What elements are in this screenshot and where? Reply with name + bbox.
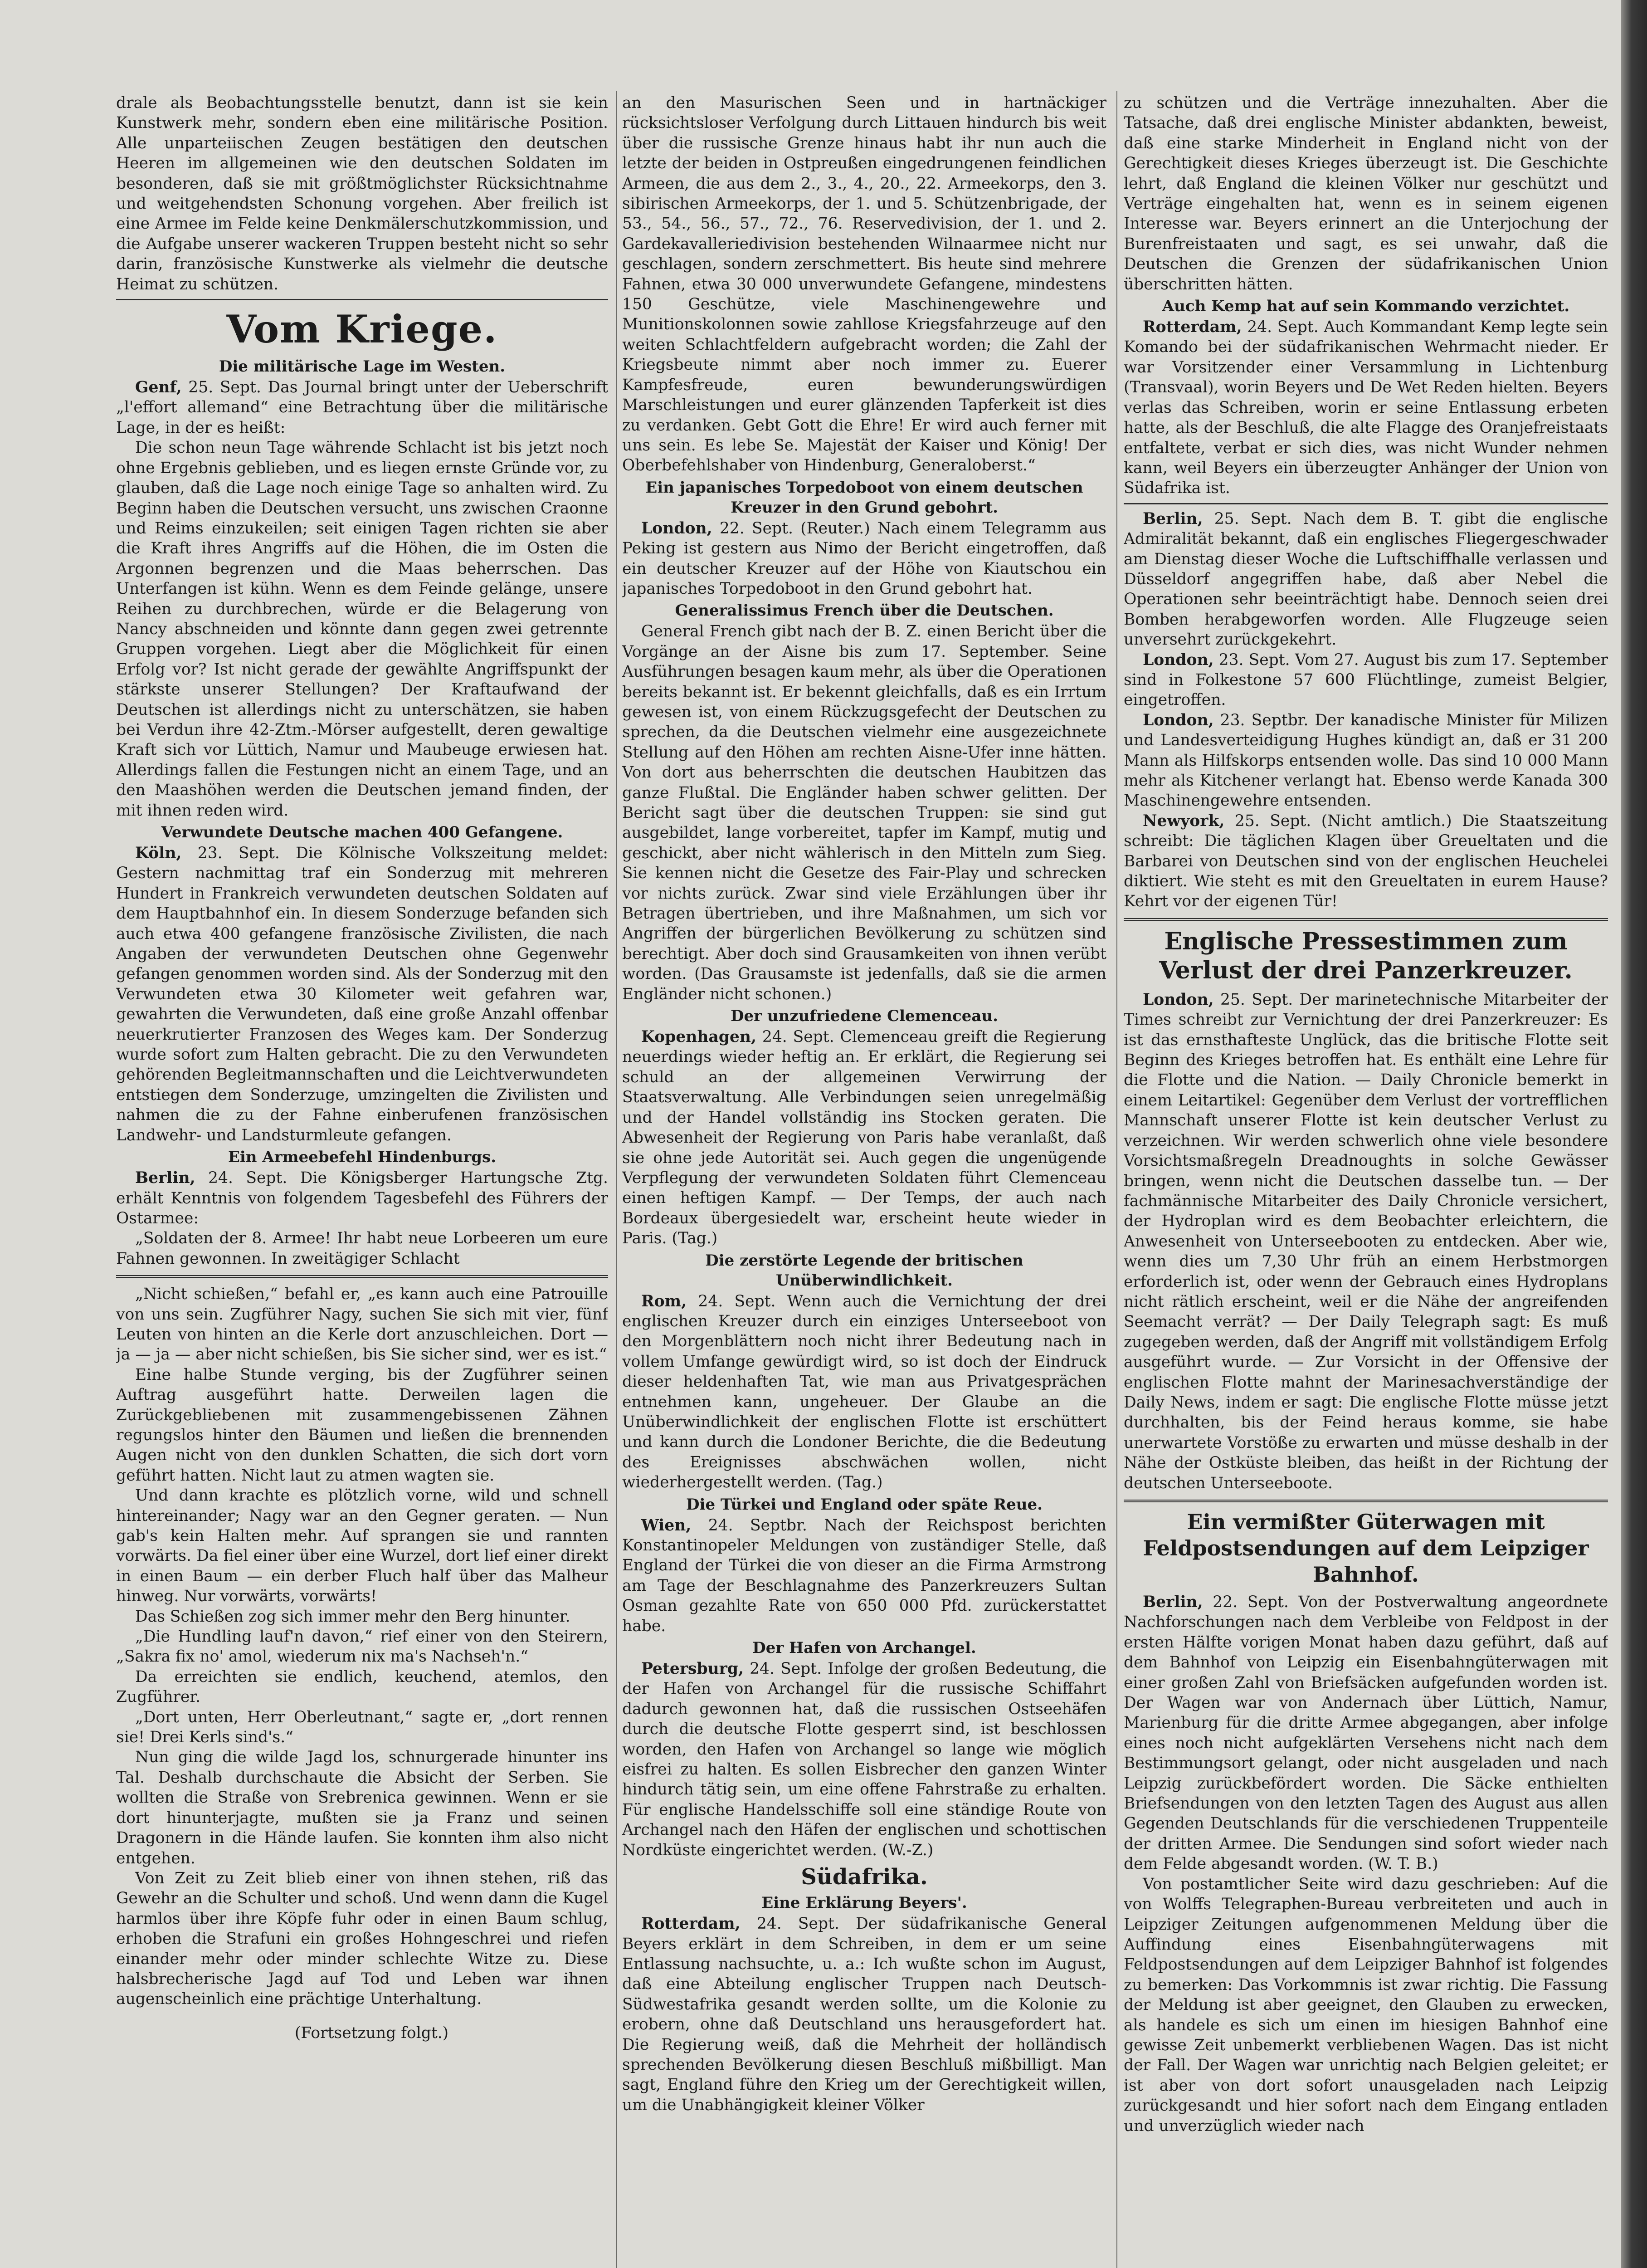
feuilleton-text: Das Schießen zog sich immer mehr den Berg hinunter. xyxy=(135,1607,570,1626)
feuilleton-text: Von Zeit zu Zeit blieb einer von ihnen stehen, riß das Gewehr an die Schulter und schoß. Und wenn dann die Kugel harmlos über ihre Köpfe fuhr oder in einen Baum schlug, erhoben die Strafuni ein großes Hohngeschrei und riefen einander mehr oder minder schlechte Witze zu. Diese halsbrecherische Jagd auf Tod und Leben war ihnen augenscheinlich eine prächtige Unterhaltung. xyxy=(116,1869,608,2009)
dateline: Berlin, xyxy=(1143,509,1203,528)
article-text: Genf, 25. Sept. Das Journal bringt unter der Ueberschrift „l'effort allemand“ eine Betrachtung über die militärische Lage, in der es heißt: xyxy=(116,378,608,437)
article-text: London, 23. Sept. Vom 27. August bis zum 17. September sind in Folkestone 57 600 Flüchtlinge, zumeist Belgier, eingetroffen. xyxy=(1124,650,1608,709)
section-heading: Südafrika. xyxy=(801,1864,928,1890)
column-right xyxy=(1124,93,1608,2268)
dateline: London, xyxy=(1143,990,1214,1009)
dateline: Rotterdam, xyxy=(1143,318,1242,337)
dateline: Newyork, xyxy=(1143,811,1225,830)
dateline: Petersburg, xyxy=(641,1660,744,1678)
article-text: zu schützen und die Verträge innezuhalten. Aber die Tatsache, daß drei englische Minister abdankten, beweist, daß eine starke Minderheit in England nicht von der Gerechtigkeit dieses Krieges überzeugt ist. Die Geschichte lehrt, daß England die kleinen Völker nur geschützt und Verträge eingehalten hat, wenn es in seinem eigenen Interesse war. Beyers erinnert an die Unterjochung der Burenfreistaaten und sagt, es sei unwahr, daß die Deutschen die Grenzen der südafrikanischen Union überschritten hätten. xyxy=(1124,94,1608,293)
article-text: General French gibt nach der B. Z. einen Bericht über die Vorgänge an der Aisne bis zum 17. September. Seine Ausführungen besagen kaum mehr, als über die Operationen bereits bekannt ist. Er bekennt gleichfalls, daß es ein Irrtum gewesen ist, von einem Rückzugsgefecht der Deutschen zu sprechen, da die Deutschen vielmehr eine ausgezeichnete Stellung auf den Höhen am rechten Aisne-Ufer inne hätten. Von dort aus beherrschten die deutschen Haubitzen das ganze Flußtal. Die Engländer haben schwer gelitten. Der Bericht sagt über die deutschen Truppen: sie sind gut ausgebildet, lange vorbereitet, tapfer im Kampf, mutig und geschickt, aber nicht wählerisch in den Mitteln zum Sieg. Sie kennen nicht die Gesetze des Fair-Play und schrecken vor nichts zurück. Zwar sind viele Erzählungen über ihr Betragen übertrieben, und ihre Maßnahmen, um sich vor Angriffen der bürgerlichen Bevölkerung zu schützen sind berechtigt. Aber doch sind Grausamkeiten von ihnen verübt worden. (Das Grausamste ist jedenfalls, daß sie die armen Engländer nicht schonen.) xyxy=(622,622,1106,1003)
dateline: Genf, xyxy=(135,378,182,397)
feuilleton-text: Nun ging die wilde Jagd los, schnurgerade hinunter ins Tal. Deshalb durchschaute die Absicht der Serben. Sie wollten die Straße von Srebrenica gewinnen. Wenn er sie dort hinunterjagte, mußten sie ja Franz und seinen Dragonern in die Hände laufen. Sie konnten ihm also nicht entgehen. xyxy=(116,1748,608,1867)
dateline: Köln, xyxy=(135,844,182,862)
article-text: Newyork, 25. Sept. (Nicht amtlich.) Die Staatszeitung schreibt: Die täglichen Klagen über Greueltaten und die Barbarei von Deutschen sind von der englischen Heuchelei diktiert. Wie steht es mit den Greueltaten in eurem Hause? Kehrt vor der eigenen Tür! xyxy=(1124,811,1608,911)
article-title: Die Türkei und England oder späte Reue. xyxy=(686,1495,1043,1514)
column-middle xyxy=(622,93,1106,2268)
article-text: Rotterdam, 24. Sept. Der südafrikanische General Beyers erklärt in dem Schreiben, in dem er um seine Entlassung nachsuchte, u. a.: Ich wußte schon im August, daß eine Abteilung englischer Truppen nach Deutsch-Südwestafrika gesandt werden sollte, um die Kolonie zu erobern, ohne daß Deutschland uns herausgefordert hat. Die Regierung weiß, daß die Mehrheit der holländisch sprechenden Bevölkerung diesen Beschluß mißbilligt. Man sagt, England führe den Krieg um der Gerechtigkeit willen, um die Unabhängigkeit kleiner Völker xyxy=(622,1915,1106,2114)
dateline: Berlin, xyxy=(1143,1593,1203,1611)
article-title: Ein japanisches Torpedoboot von einem deutschen Kreuzer in den Grund gebohrt. xyxy=(645,478,1083,517)
article-text: drale als Beobachtungsstelle benutzt, dann ist sie kein Kunstwerk mehr, sondern eben eine militärische Position. Alle unparteiischen Zeugen bestätigen den deutschen Heeren im allgemeinen wie den deutschen Soldaten im besonderen, daß sie mit größtmöglichster Rücksichtnahme und weitgehendsten Schonung vorgehen. Aber freilich ist eine Armee im Felde keine Denkmälerschutzkommission, und die Aufgabe unserer wackeren Truppen besteht nicht so sehr darin, französische Kunstwerke als vielmehr die deutsche Heimat zu schützen. xyxy=(116,94,608,293)
article-text: Kopenhagen, 24. Sept. Clemenceau greift die Regierung neuerdings wieder heftig an. Er erklärt, die Regierung sei schuld an der allgemeinen Verwirrung der Staatsverwaltung. Alle Verbindungen seien unregelmäßig und der Handel vollständig ins Stocken geraten. Die Abwesenheit der Regierung von Paris habe veranlaßt, daß sie ohne jede Autorität sei. Auch gegen die ungenügende Verpflegung der verwundeten Soldaten führt Clemenceau einen heftigen Kampf. — Der Temps, der auch nach Bordeaux übergesiedelt war, erscheint heute wieder in Paris. (Tag.) xyxy=(622,1028,1106,1248)
dateline: Berlin, xyxy=(135,1169,195,1188)
section-heading: Vom Kriege. xyxy=(226,307,498,352)
feuilleton-text: „Die Hundling lauf'n davon,“ rief einer von den Steirern, „Sakra fix no' amol, wiederum nix ma's Nachseh'n.“ xyxy=(116,1628,608,1666)
article-text: Die schon neun Tage währende Schlacht ist bis jetzt noch ohne Ergebnis geblieben, und es liegen ernste Gründe vor, zu glauben, daß die Lage noch einige Tage so anhalten wird. Zu Beginn haben die Deutschen versucht, uns zwischen Craonne und Reims einzukeilen; seit einigen Tagen richten sie aber die Kraft ihres Angriffs auf die Höhen, die im Osten die Argonnen begrenzen und die Maas beherrschen. Das Unterfangen ist kühn. Wenn es dem Feinde gelänge, unsere Reihen zu durchbrechen, würde er die Belagerung von Nancy abschneiden und könnte dann gegen zwei getrennte Gruppen vorgehen. Liegt aber die Möglichkeit für einen Erfolg vor? Ist nicht gerade der gewählte Angriffspunkt der stärkste unserer Stellungen? Der Kraftaufwand der Deutschen ist allerdings nicht zu unterschätzen, sie haben bei Verdun ihre 42-Ztm.-Mörser aufgestellt, deren gewaltige Kraft sich vor Lüttich, Namur und Maubeuge erwiesen hat. Allerdings fallen die Festungen nicht an einem Tage, und an den Maashöhen werden die Deutschen jemand finden, der mit ihnen reden wird. xyxy=(116,439,608,820)
dateline: Rotterdam, xyxy=(641,1915,741,1933)
dateline: London, xyxy=(1143,650,1214,669)
section-heading: Englische Pressestimmen zum Verlust der drei Panzerkreuzer. xyxy=(1159,927,1573,984)
divider xyxy=(1124,918,1608,921)
article-text: Berlin, 24. Sept. Die Königsberger Hartungsche Ztg. erhält Kenntnis von folgendem Tagesbefehl des Führers der Ostarmee: xyxy=(116,1169,608,1227)
feuilleton-text: „Dort unten, Herr Oberleutnant,“ sagte er, „dort rennen sie! Drei Kerls sind's.“ xyxy=(116,1708,608,1747)
article-text: London, 25. Sept. Der marinetechnische Mitarbeiter der Times schreibt zur Vernichtung der drei Panzerkreuzer: Es ist das ernsthafteste Unglück, das die britische Flotte seit Beginn des Krieges betroffen hat. Es enthält eine Lehre für die Flotte und die Nation. — Daily Chronicle bemerkt in einem Leitartikel: Gegenüber dem Verlust der vortrefflichen Mannschaft unserer Flotte ist kein deutscher Verlust zu verzeichnen. Wir werden schwerlich ohne viele besondere Vorsichtsmaßregeln Dreadnoughts in solche Gewässer bringen, wenn nicht die Deutschen dasselbe tun. — Der fachmännische Mitarbeiter des Daily Chronicle versichert, der Hydroplan wird es dem Beobachter erleichtern, die Anwesenheit von Unterseebooten zu entdecken. Aber wie, wenn dies um 7,30 Uhr früh an einem Herbstmorgen erforderlich ist, oder wenn der Gebrauch eines Hydroplans nicht rätlich erscheint, weil er die Nähe der angreifenden Seemacht verrät? — Der Daily Telegraph sagt: Es muß zugegeben werden, daß der Angriff mit vollständigem Erfolg ausgeführt wurde. — Zur Vorsicht in der Offensive der englischen Flotte mahnt der Marinesachverständige der Daily News, indem er sagt: Die englische Flotte müsse jetzt durchhalten, bis der Feind heraus komme, sie habe unerwartete Vorstöße zu erwarten und müsse deshalb in der Nähe der Ostküste bleiben, das heißt in der Richtung der deutschen Unterseeboote. xyxy=(1124,990,1608,1492)
divider xyxy=(116,299,608,300)
article-text: Wien, 24. Septbr. Nach der Reichspost berichten Konstantinopeler Meldungen von zuständiger Stelle, daß England der Türkei die von dieser an die Firma Armstrong am Tage der Beschlagnahme des Panzerkreuzers Sultan Osman gezahlte Rate von 650 000 Pfd. zurückerstattet habe. xyxy=(622,1516,1106,1635)
article-text: Rotterdam, 24. Sept. Auch Kommandant Kemp legte sein Komando bei der südafrikanischen Wehrmacht nieder. Er war Vorsitzender einer Versammlung in Lichtenburg (Transvaal), worin Beyers und De Wet Reden hielten. Beyers verlas das Schreiben, worin er seine Entlassung erbeten hatte, als der Beschluß, die alte Flagge des Oranjefreistaats entfaltete, verbat er sich dies, was nicht Wunder nehmen kann, weil Beyers ein überzeugter Anhänger der Union von Südafrika ist. xyxy=(1124,318,1608,498)
article-text: Petersburg, 24. Sept. Infolge der großen Bedeutung, die der Hafen von Archangel für die russische Schiffahrt dadurch gewonnen hat, daß die russischen Ostseehäfen durch die deutsche Flotte gesperrt sind, ist beschlossen worden, den Hafen von Archangel so lange wie möglich eisfrei zu halten. Es sollen Eisbrecher den ganzen Winter hindurch tätig sein, um eine offene Fahrstraße zu erhalten. Für englische Handelsschiffe soll eine ständige Route von Archangel nach den Häfen der englischen und schottischen Nordküste eingerichtet werden. (W.-Z.) xyxy=(622,1660,1106,1859)
article-text: Von postamtlicher Seite wird dazu geschrieben: Auf die von Wolffs Telegraphen-Bureau verbreiteten und auch in Leipziger Zeitungen aufgenommenen Meldung über die Auffindung eines Eisenbahngüterwagens mit Feldpostsendungen auf dem Leipziger Bahnhof ist folgendes zu bemerken: Das Vorkommnis ist zwar richtig. Die Fassung der Meldung ist aber geeignet, den Glauben zu erwecken, als handele es sich um einen im hiesigen Bahnhof eine gewisse Zeit unbemerkt verbliebenen Wagen. Das ist nicht der Fall. Der Wagen war unrichtig nach Belgien geleitet; er ist aber von dort sofort unausgeladen nach Leipzig zurückgesandt und hier sofort nach dem Eingang entladen und unverzüglich wieder nach xyxy=(1124,1875,1608,2135)
dateline: Kopenhagen, xyxy=(641,1028,756,1046)
article-title: Die zerstörte Legende der britischen Unüberwindlichkeit. xyxy=(705,1251,1023,1290)
binding-edge xyxy=(1621,0,1647,2268)
article-title: Ein Armeebefehl Hindenburgs. xyxy=(228,1148,497,1167)
article-text: London, 23. Septbr. Der kanadische Minister für Milizen und Landesverteidigung Hughes kündigt an, daß er 31 200 Mann als Hilfskorps entsenden wolle. Das sind 10 000 Mann mehr als Kitchener verlangt hat. Ebenso werde Kanada 300 Maschinengewehre entsenden. xyxy=(1124,711,1608,810)
article-title: Eine Erklärung Beyers'. xyxy=(761,1894,967,1912)
column-left xyxy=(116,93,608,2268)
article-title: Verwundete Deutsche machen 400 Gefangene. xyxy=(161,823,563,841)
article-text: an den Masurischen Seen und in hartnäckiger rücksichtsloser Verfolgung durch Littauen hindurch bis weit über die russische Grenze hinaus habt ihr nun auch die letzte der beiden in Ostpreußen eingedrungenen feindlichen Armeen, die aus dem 2., 3., 4., 20., 22. Armeekorps, den 3. sibirischen Armeekorps, der 1. und 5. Schützenbrigade, der 53., 54., 56., 57., 72., 76. Reservedivision, der 1. und 2. Gardekavalleriedivision bestehenden Wilnaarmee nicht nur geschlagen, sondern zerschmettert. Bis heute sind mehrere Fahnen, etwa 30 000 unverwundete Gefangene, mindestens 150 Geschütze, viele Maschinengewehre und Munitionskolonnen sowie zahllose Kriegsfahrzeuge auf den weiten Schlachtfeldern aufgebracht worden; die Zahl der Kriegsbeute nimmt aber noch immer zu. Euerer Kampfesfreude, euren bewunderungswürdigen Marschleistungen und eurer glänzenden Tapferkeit ist dies zu verdanken. Gebt Gott die Ehre! Er wird auch ferner mit uns sein. Es lebe Se. Majestät der Kaiser und König! Der Oberbefehlshaber von Hindenburg, Generaloberst.“ xyxy=(622,94,1106,475)
article-title: Der Hafen von Archangel. xyxy=(752,1639,976,1657)
article-text: Berlin, 22. Sept. Von der Postverwaltung angeordnete Nachforschungen nach dem Verbleibe von Feldpost in der ersten Hälfte vorigen Monat haben dazu geführt, daß auf dem Bahnhof von Leipzig ein Eisenbahngüterwagen mit einer großen Zahl von Briefsäcken aufgefunden worden ist. Der Wagen war von Andernach über Lüttich, Namur, Marienburg für die dritte Armee abgegangen, aber infolge eines noch nicht aufgeklärten Versehens nicht nach dem Bestimmungsort gelangt, oder nicht ausgeladen und nach Leipzig zurückbefördert worden. Die Säcke enthielten Briefsendungen von den letzten Tagen des August aus allen Gegenden Deutschlands für die verschiedenen Truppenteile der dritten Armee. Die Sendungen sind sofort wieder nach dem Felde abgesandt worden. (W. T. B.) xyxy=(1124,1593,1608,1873)
feuilleton-text: Und dann krachte es plötzlich vorne, wild und schnell hintereinander; Nagy war an den Gegner geraten. — Nun gab's kein Halten mehr. Auf sprangen sie und rannten vorwärts. Da fiel einer über eine Wurzel, dort lief einer direkt in einen Baum — ein derber Fluch half über das Malheur hinweg. Nur vorwärts, vorwärts! xyxy=(116,1486,608,1606)
dateline: Wien, xyxy=(641,1516,692,1535)
feuilleton-divider xyxy=(116,1275,608,1278)
article-text: Berlin, 25. Sept. Nach dem B. T. gibt die englische Admiralität bekannt, daß ein englisches Fliegergeschwader am Dienstag dieser Woche die Luftschiffhalle verlassen und Düsseldorf angegriffen habe, daß aber Nebel die Operationen sehr beeinträchtigt habe. Dennoch seien drei Bomben herabgeworfen worden. Alle Flugzeuge seien unversehrt zurückgekehrt. xyxy=(1124,509,1608,649)
column-rule xyxy=(1116,91,1117,2268)
article-text: London, 22. Sept. (Reuter.) Nach einem Telegramm aus Peking ist gestern aus Nimo der Bericht eingetroffen, daß ein deutscher Kreuzer auf der Höhe von Kiautschou ein japanisches Torpedoboot in den Grund gebohrt hat. xyxy=(622,519,1106,598)
dateline: London, xyxy=(641,519,712,538)
feuilleton-text: Eine halbe Stunde verging, bis der Zugführer seinen Auftrag ausgeführt hatte. Derweilen lagen die Zurückgebliebenen mit zusammengebissenen Zähnen regungslos hinter den Bäumen und ließen die brennenden Augen nicht von den dunklen Schatten, die sich dort vorn geführt hatten. Nicht laut zu atmen wagten sie. xyxy=(116,1365,608,1485)
article-title: Auch Kemp hat auf sein Kommando verzichtet. xyxy=(1162,297,1570,316)
dateline: London, xyxy=(1143,711,1214,729)
dateline: Rom, xyxy=(641,1292,687,1310)
article-title: Der unzufriedene Clemenceau. xyxy=(731,1007,998,1026)
section-heading: Ein vermißter Güterwagen mit Feldpostsendungen auf dem Leipziger Bahnhof. xyxy=(1143,1510,1589,1587)
article-title: Generalissimus French über die Deutschen. xyxy=(675,601,1054,620)
article-text: Rom, 24. Sept. Wenn auch die Vernichtung der drei englischen Kreuzer durch ein einziges Unterseeboot von den Morgenblättern noch nicht ihrer Bedeutung nach in vollem Umfange gewürdigt wird, so ist doch der Eindruck dieser heldenhaften Tat, wie man aus Privatgesprächen entnehmen kann, ungeheuer. Der Glaube an die Unüberwindlichkeit der englischen Flotte ist erschüttert und kann durch die Londoner Berichte, die die Bedeutung des Ereignisses abschwächen wollen, nicht wiederhergestellt werden. (Tag.) xyxy=(622,1292,1106,1492)
article-text: Köln, 23. Sept. Die Kölnische Volkszeitung meldet: Gestern nachmittag traf ein Sonderzug mit mehreren Hundert in Frankreich verwundeten deutschen Soldaten auf dem Hauptbahnhof ein. In diesem Sonderzuge befanden sich auch etwa 400 gefangene französische Zivilisten, die nach Angaben der verwundeten Deutschen ohne Gegenwehr gefangen genommen worden sind. Als der Sonderzug mit den Verwundeten etwa 30 Kilometer weit gefahren war, gewahrten die Verwundeten, daß eine große Anzahl offenbar neuerkrutierter Franzosen des Weges kam. Der Sonderzug wurde sofort zum Halten gebracht. Die zu den Verwundeten gehörenden Begleitmannschaften und die Leichtverwundeten entstiegen dem Sonderzuge, umzingelten die Zivilisten und nahmen die zu der Fahne einberufenen französischen Landwehr- und Landsturmleute gefangen. xyxy=(116,844,608,1144)
feuilleton-text: „Nicht schießen,“ befahl er, „es kann auch eine Patrouille von uns sein. Zugführer Nagy, suchen Sie sich mit vier, fünf Leuten von hinten an die Kerle dort anzuschleichen. Dort — ja — ja — aber nicht schießen, bis Sie sicher sind, wer es ist.“ xyxy=(116,1285,608,1364)
divider xyxy=(1124,503,1608,504)
article-title: Die militärische Lage im Westen. xyxy=(219,357,506,376)
column-rule xyxy=(616,91,617,2268)
feuilleton-text: Da erreichten sie endlich, keuchend, atemlos, den Zugführer. xyxy=(116,1667,608,1706)
article-text: „Soldaten der 8. Armee! Ihr habt neue Lorbeeren um eure Fahnen gewonnen. In zweitägiger Schlacht xyxy=(116,1229,608,1268)
divider xyxy=(1124,1500,1608,1502)
continuation-note: (Fortsetzung folgt.) xyxy=(294,2024,449,2042)
